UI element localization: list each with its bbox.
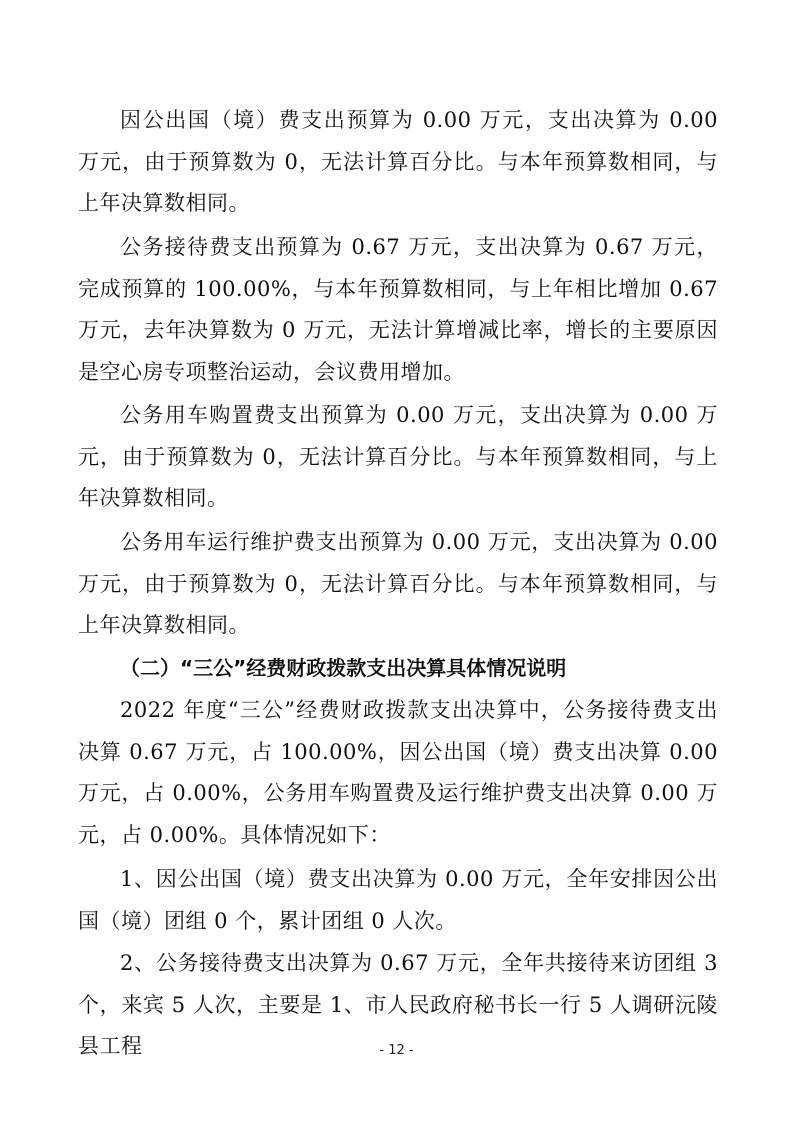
paragraph-reception-expense: 公务接待费支出预算为 0.67 万元，支出决算为 0.67 万元，完成预算的 100.00%，与本年预算数相同，与上年相比增加 0.67 万元，去年决算数为 0 万元，无法计算增减比率，增长的主要原因是空心房专项整治运动，会议费用增加。 — [78, 235, 718, 384]
paragraph-item-1: 1、因公出国（境）费支出决算为 0.00 万元，全年安排因公出国（境）团组 0 个，累计团组 0 人次。 — [78, 867, 718, 933]
paragraph-vehicle-maintenance: 公务用车运行维护费支出预算为 0.00 万元，支出决算为 0.00 万元，由于预算数为 0，无法计算百分比。与本年预算数相同，与上年决算数相同。 — [78, 530, 718, 637]
paragraph-overseas-expense: 因公出国（境）费支出预算为 0.00 万元，支出决算为 0.00 万元，由于预算数为 0，无法计算百分比。与本年预算数相同，与上年决算数相同。 — [78, 108, 718, 215]
paragraph-summary: 2022 年度“三公”经费财政拨款支出决算中，公务接待费支出决算 0.67 万元，占 100.00%，因公出国（境）费支出决算 0.00 万元，占 0.00%，公务用车购置费及运行维护费支出决算 0.00 万元，占 0.00%。具体情况如下： — [78, 698, 718, 847]
paragraph-vehicle-purchase: 公务用车购置费支出预算为 0.00 万元，支出决算为 0.00 万元，由于预算数为 0，无法计算百分比。与本年预算数相同，与上年决算数相同。 — [78, 403, 718, 510]
section-heading: （二）“三公”经费财政拨款支出决算具体情况说明 — [120, 656, 567, 680]
page-number: - 12 - — [379, 1043, 414, 1058]
paragraph-item-2: 2、公务接待费支出决算为 0.67 万元，全年共接待来访团组 3 个，来宾 5 人次，主要是 1、市人民政府秘书长一行 5 人调研沅陵县工程 — [78, 951, 718, 1058]
